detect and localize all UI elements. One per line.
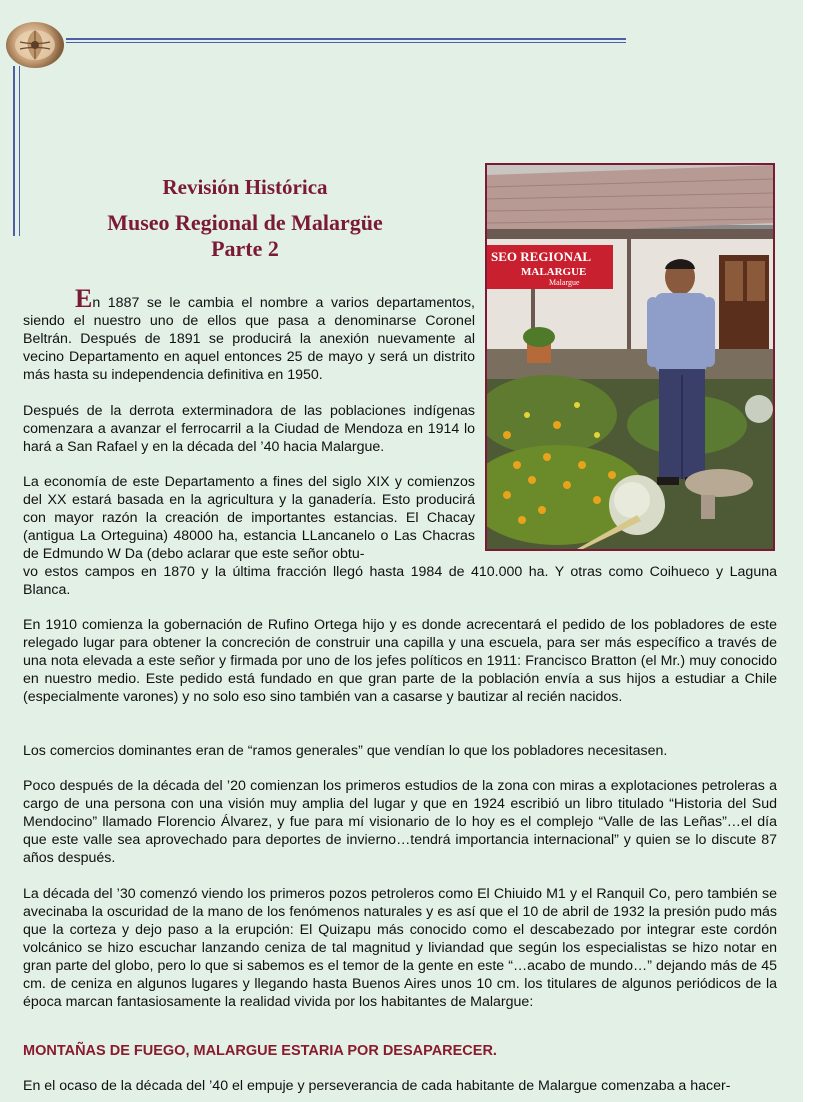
article-subtitle: Parte 2 <box>211 236 279 261</box>
sign-text-2: MALARGUE <box>521 266 587 278</box>
paragraph-7: La década del ’30 comenzó viendo los primeros pozos petroleros como El Chiuido M1 y el Ranquil Co, pero también se avecinaba la oscuridad de la mano de los fenómenos naturales y es así que el 10 de abril de 1932 la presión pudo más que la corteza y dejo paso a la erupción: El Quizapu más conocido como el descabezado por integrar este cordón volcánico se hizo escuchar lanzando ceniza de tal magnitud y liviandad que según los especialistas se hizo notar en gran parte del globo, pero lo que si sabemos es el temor de la gente en este “…acabo de mundo…” dejando más de 45 cm. de ceniza en algunos lugares y llegando hasta Buenos Aires unos 10 cm. los titulares de algunos periódicos de la época marcan fantasiosamente la realidad vivida por los habitantes de Malargue: <box>23 886 777 1010</box>
article-kicker: Revisión Histórica <box>162 175 328 199</box>
paragraph-1 <box>23 284 475 384</box>
sign-text-3: Malargue <box>549 278 580 287</box>
drop-cap: E <box>75 284 93 313</box>
paragraph-2: Después de la derrota exterminadora de las poblaciones indígenas comenzara a avanzar el ferrocarril a la Ciudad de Mendoza en 1914 lo hará a San Rafael y en la década del ’40 hacia Malargue. <box>23 403 475 455</box>
paragraph-1-text: n 1887 se le cambia el nombre a varios departamentos, siendo el nuestro uno de ellos que pasa a denominarse Coronel Beltrán. Después de 1891 se producirá la anexión nuevamente al vecino Departamento en aquel entonces 25 de mayo y será un distrito más hasta su independencia definitiva en 1950. <box>23 295 475 383</box>
left-rule-thin <box>19 66 20 236</box>
museum-photo <box>485 163 775 551</box>
sign-text-1: SEO REGIONAL <box>491 249 592 264</box>
newspaper-headline: MONTAÑAS DE FUEGO, MALARGUE ESTARIA POR DESAPARECER. <box>23 1043 497 1059</box>
article-title: Museo Regional de Malargüe <box>107 210 383 235</box>
paragraph-8: En el ocaso de la década del ’40 el empuje y perseverancia de cada habitante de Malargue comenzaba a hacer- <box>23 1078 731 1094</box>
paragraph-3-part-1: La economía de este Departamento a fines del siglo XIX y comienzos del XX estará basada en la agricultura y la ganadería. Esto producirá con mayor razón la creación de importantes estancias. El Chacay (antigua La Orteguina) 48000 ha, estancia LLancanelo o Las Chacras de Edmundo W Da (debo aclarar que este señor obtu- <box>23 474 475 562</box>
shell-ornament-icon <box>6 22 64 68</box>
paragraph-6: Poco después de la década del ’20 comienzan los primeros estudios de la zona con miras a explotaciones petroleras a cargo de una persona con una visión muy amplia del lugar y que en 1924 escribió un libro titulado “Historia del Sud Mendocino” llamado Florencio Álvarez, y fue para mí visionario de lo hoy es el complejo “Valle de las Leñas”…el día que este valle sea aprovechado para deportes de invierno…tendrá importancia internacional” y quien se lo discute 87 años después. <box>23 778 777 866</box>
paragraph-5: Los comercios dominantes eran de “ramos generales” que vendían lo que los pobladores necesitasen. <box>23 743 668 759</box>
paragraph-3-part-2: vo estos campos en 1870 y la última fracción llegó hasta 1984 de 410.000 ha. Y otras como Coihueco y Laguna Blanca. <box>23 564 777 598</box>
paragraph-4: En 1910 comienza la gobernación de Rufino Ortega hijo y es donde acrecentará el pedido de los pobladores de este relegado lugar para obtener la concreción de construir una capilla y una escuela, para ser más específico a través de una nota elevada a este señor y firmada por uno de los jefes políticos en 1911: Francisco Bratton (el Mr.) muy conocido en nuestro medio. Este pedido está fundado en que gran parte de la población envía a sus hijos a estudiar a Chile (especialmente varones) y no solo eso sino también van a casarse y bautizar al recién nacidos. <box>23 617 777 705</box>
top-rule <box>66 38 626 43</box>
left-rule <box>13 66 15 236</box>
article-title-block <box>40 172 450 262</box>
